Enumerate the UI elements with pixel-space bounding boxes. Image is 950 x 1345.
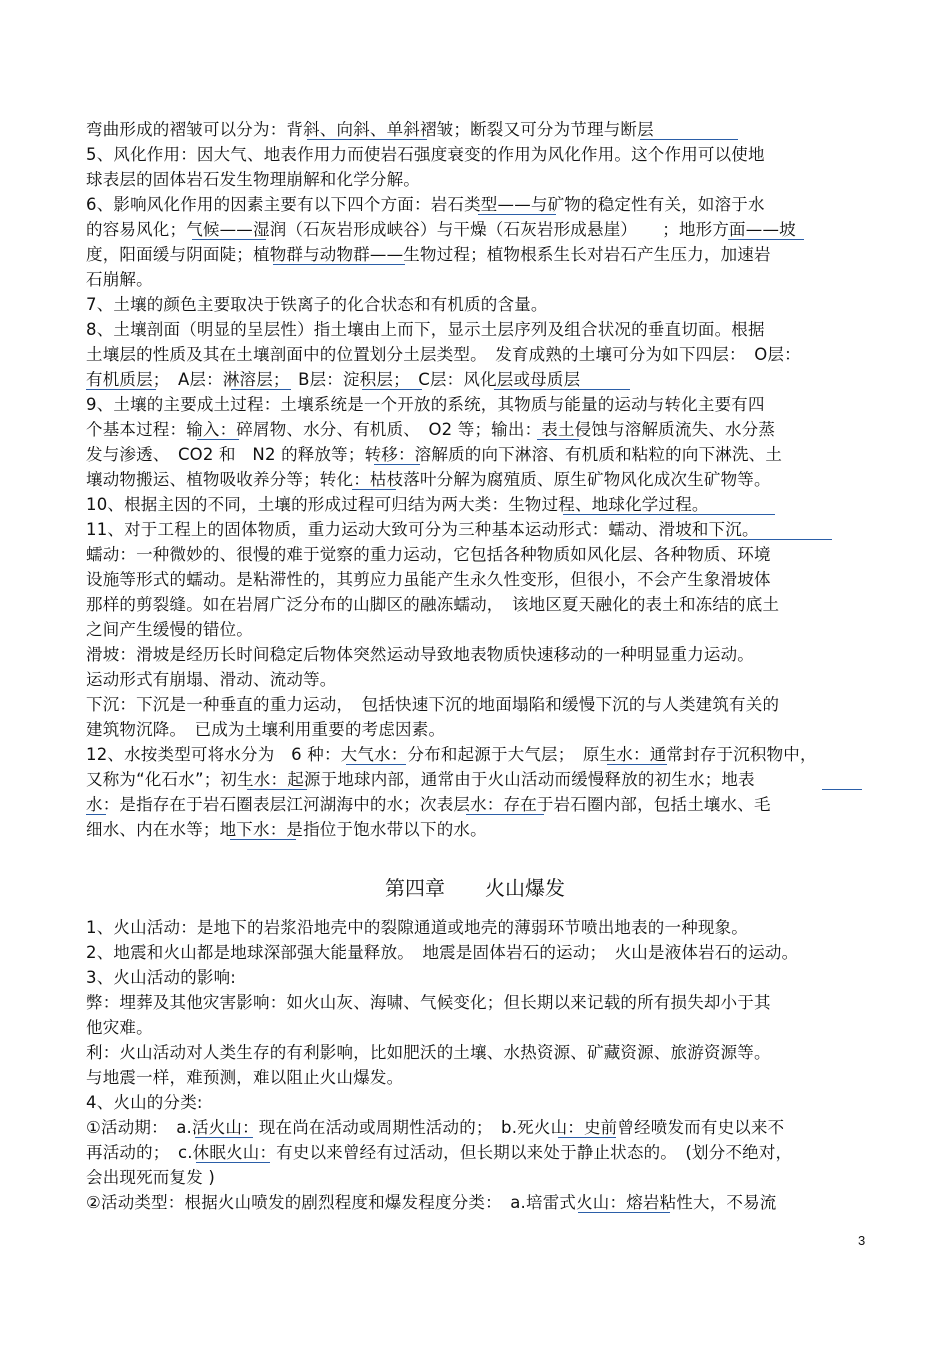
underline-mark [230, 839, 296, 840]
text-line: 1、火山活动：是地下的岩浆沿地壳中的裂隙通道或地壳的薄弱环节喷出地表的一种现象。 [86, 918, 748, 937]
text-line: 度，阳面缓与阴面陡；植物群与动物群——生物过程；植物根系生长对岩石产生压力，加速岩 [86, 245, 771, 264]
text-line: 会出现死而复发 ) [86, 1168, 215, 1187]
text-line: ①活动期： a.活火山：现在尚在活动或周期性活动的； b.死火山：史前曾经喷发而有史以来不 [86, 1118, 785, 1137]
underline-mark [362, 389, 422, 390]
underline-mark [86, 389, 156, 390]
underline-mark [352, 489, 396, 490]
text-line: 6、影响风化作用的因素主要有以下四个方面：岩石类型——与矿物的稳定性有关，如溶于水 [86, 195, 765, 214]
text-line: 运动形式有崩塌、滑动、流动等。 [86, 670, 337, 689]
underline-mark [728, 239, 804, 240]
text-line: 个基本过程：输入：碎屑物、水分、有机质、 O2 等；输出：表土侵蚀与溶解质流失、水分蒸 [86, 420, 776, 439]
text-line: 与地震一样，难预测，难以阻止火山爆发。 [86, 1068, 404, 1087]
underline-mark [466, 814, 544, 815]
underline-mark [537, 439, 579, 440]
text-line: 那样的剪裂缝。如在岩屑广泛分布的山脚区的融冻蠕动， 该地区夏天融化的表土和冻结的底土 [86, 595, 780, 614]
text-line: 石崩解。 [86, 270, 153, 289]
text-line: 的容易风化；气候——湿润（石灰岩形成峡谷）与干燥（石灰岩形成悬崖） ；地形方面——坡 [86, 220, 796, 239]
text-line: 有机质层； A层：淋溶层； B层：淀积层； C层：风化层或母质层 [86, 370, 581, 389]
text-line: 下沉：下沉是一种垂直的重力运动， 包括快速下沉的地面塌陷和缓慢下沉的与人类建筑有关的 [86, 695, 780, 714]
text-line: 9、土壤的主要成土过程：土壤系统是一个开放的系统，其物质与能量的运动与转化主要有四 [86, 395, 765, 414]
underline-mark [192, 239, 266, 240]
underline-mark [680, 539, 832, 540]
underline-mark [231, 389, 291, 390]
underline-mark [273, 264, 405, 265]
text-line: 2、地震和火山都是地球深部强大能量释放。 地震是固体岩石的运动； 火山是液体岩石的运动。 [86, 943, 799, 962]
text-line: 12、水按类型可将水分为 6 种：大气水：分布和起源于大气层； 原生水：通常封存于沉积物中， [86, 745, 817, 764]
text-line: 再活动的； c.休眠火山：有史以来曾经有过活动，但长期以来处于静止状态的。 (划分不绝对， [86, 1143, 793, 1162]
underline-mark [494, 389, 630, 390]
page-number: 3 [858, 1233, 866, 1248]
underline-mark [346, 764, 406, 765]
text-line: 11、对于工程上的固体物质，重力运动大致可分为三种基本运动形式：蠕动、滑坡和下沉。 [86, 520, 759, 539]
text-line: 细水、内在水等；地下水：是指位于饱水带以下的水。 [86, 820, 487, 839]
text-line: 发与渗透、 CO2 和 N2 的释放等；转移：溶解质的向下淋溶、有机质和粘粒的向下淋洗、土 [86, 445, 783, 464]
underline-mark [86, 814, 106, 815]
underline-mark [563, 514, 775, 515]
text-line: 10、根据主因的不同，土壤的形成过程可归结为两大类：生物过程、地球化学过程。 [86, 495, 709, 514]
underline-mark [478, 214, 556, 215]
text-line: 水：是指存在于岩石圈表层江河湖海中的水；次表层水：存在于岩石圈内部，包括土壤水、毛 [86, 795, 771, 814]
text-line: ②活动类型：根据火山喷发的剧烈程度和爆发程度分类： a.培雷式火山：熔岩粘性大，不易流 [86, 1193, 777, 1212]
text-line: 建筑物沉降。 已成为土壤利用重要的考虑因素。 [86, 720, 446, 739]
text-line: 壤动物搬运、植物吸收养分等；转化：枯枝落叶分解为腐殖质、原生矿物风化成次生矿物等。 [86, 470, 771, 489]
text-line: 之间产生缓慢的错位。 [86, 620, 253, 639]
underline-mark [374, 464, 420, 465]
underline-mark [307, 139, 427, 140]
underline-mark [196, 1162, 270, 1163]
text-line: 弊：埋葬及其他灾害影响：如火山灰、海啸、气候变化；但长期以来记载的所有损失却小于其 [86, 993, 771, 1012]
text-line: 滑坡：滑坡是经历长时间稳定后物体突然运动导致地表物质快速移动的一种明显重力运动。 [86, 645, 754, 664]
text-line: 设施等形式的蠕动。是粘滞性的，其剪应力虽能产生永久性变形，但很小，不会产生象滑坡体 [86, 570, 771, 589]
text-line: 球表层的固体岩石发生物理崩解和化学分解。 [86, 170, 420, 189]
text-line: 他灾难。 [86, 1018, 153, 1037]
underline-mark [558, 1137, 616, 1138]
text-line: 5、风化作用：因大气、地表作用力而使岩石强度衰变的作用为风化作用。这个作用可以使地 [86, 145, 765, 164]
text-line: 3、火山活动的影响: [86, 968, 237, 987]
underline-mark [578, 1212, 670, 1213]
text-line: 7、土壤的颜色主要取决于铁离子的化合状态和有机质的含量。 [86, 295, 548, 314]
underline-mark [640, 139, 738, 140]
underline-mark [607, 764, 667, 765]
underline-mark [247, 789, 307, 790]
text-line: 又称为“化石水”；初生水：起源于地球内部，通常由于火山活动而缓慢释放的初生水；地表 [86, 770, 755, 789]
text-line: 4、火山的分类: [86, 1093, 203, 1112]
underline-mark [195, 1137, 253, 1138]
text-line: 弯曲形成的褶皱可以分为：背斜、向斜、单斜褶皱；断裂又可分为节理与断层 [86, 120, 654, 139]
underline-mark [197, 439, 239, 440]
text-line: 土壤层的性质及其在土壤剖面中的位置划分土层类型。 发育成熟的土壤可分为如下四层： O层： [86, 345, 801, 364]
text-line: 蠕动：一种微妙的、很慢的难于觉察的重力运动，它包括各种物质如风化层、各种物质、环境 [86, 545, 771, 564]
text-line: 利：火山活动对人类生存的有利影响，比如肥沃的土壤、水热资源、矿藏资源、旅游资源等。 [86, 1043, 771, 1062]
text-line: 8、土壤剖面（明显的呈层性）指土壤由上而下，显示土层序列及组合状况的垂直切面。根据 [86, 320, 765, 339]
underline-mark [822, 789, 862, 790]
chapter-title: 第四章 火山爆发 [385, 876, 565, 900]
